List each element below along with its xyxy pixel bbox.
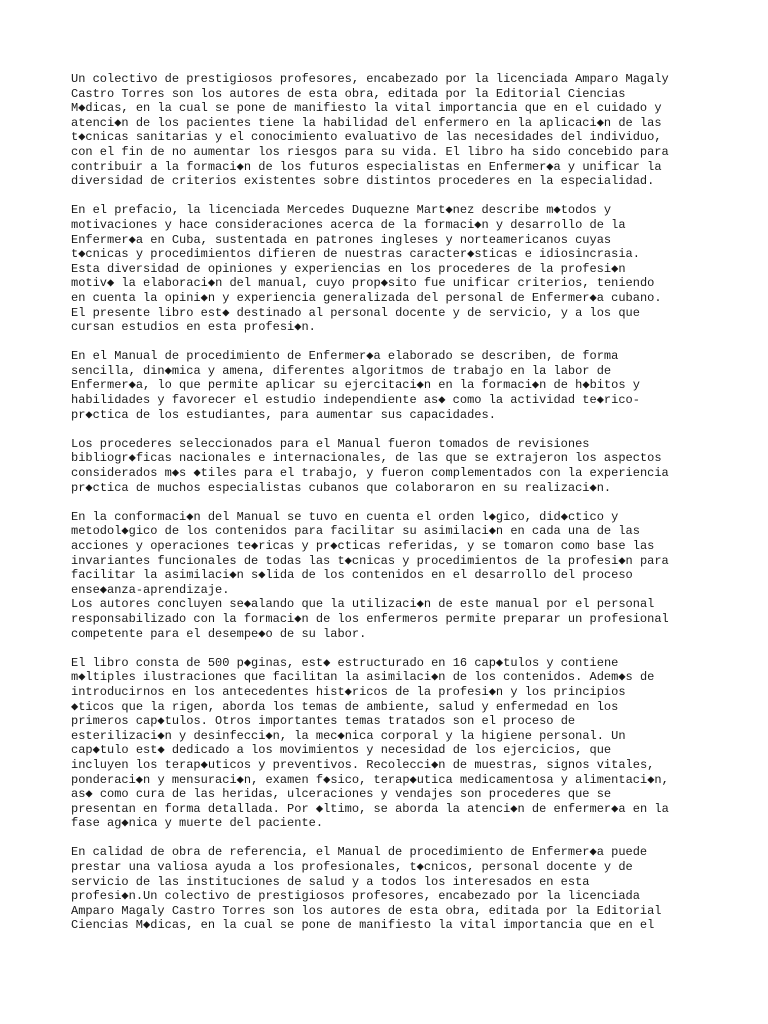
paragraph-obra-referencia: En calidad de obra de referencia, el Manual de procedimiento de Enfermer◆a puede prestar una valiosa ayuda a los profesionales, t◆cnicos, personal docente y de servicio de las instituciones de salud y a todos los interesados en esta profesi◆n.Un colectivo de prestigiosos profesores, encabezado por la licenciada Amparo Magaly Castro Torres son los autores de esta obra, editada por la Editorial Ciencias M◆dicas, en la cual se pone de manifiesto la vital importancia que en el [71,845,662,933]
document-page [71,72,711,948]
paragraph-libro-consta: El libro consta de 500 p◆ginas, est◆ estructurado en 16 cap◆tulos y contiene m◆ltiples ilustraciones que facilitan la asimilaci◆n de los contenidos. Adem◆s de introducirnos en los antecedentes hist◆ricos de la profesi◆n y los principios ◆ticos que la rigen, aborda los temas de ambiente, salud y enfermedad en los primeros cap◆tulos. Otros importantes temas tratados son el proceso de esterilizaci◆n y desinfecci◆n, la mec◆nica corporal y la higiene personal. Un cap◆tulo est◆ dedicado a los movimientos y necesidad de los ejercicios, que incluyen los terap◆uticos y preventivos. Recolecci◆n de muestras, signos vitales, ponderaci◆n y mensuraci◆n, examen f◆sico, terap◆utica medicamentosa y alimentaci◆n, as◆ como cura de las heridas, ulceraciones y vendajes son procederes que se presentan en forma detallada. Por ◆ltimo, se aborda la atenci◆n de enfermer◆a en la fase ag◆nica y muerte del paciente. [71,655,669,831]
paragraph-procederes: Los procederes seleccionados para el Manual fueron tomados de revisiones bibliogr◆ficas nacionales e internacionales, de las que se extrajeron los aspectos considerados m◆s ◆tiles para el trabajo, y fueron complementados con la experiencia pr◆ctica de muchos especialistas cubanos que colaboraron en su realizaci◆n. [71,436,669,495]
paragraph-prefacio: En el prefacio, la licenciada Mercedes Duquezne Mart◆nez describe m◆todos y motivaciones y hace consideraciones acerca de la formaci◆n y desarrollo de la Enfermer◆a en Cuba, sustentada en patrones ingleses y norteamericanos cuyas t◆cnicas y procedimientos difieren de nuestras caracter◆sticas e idiosincrasia. Esta diversidad de opiniones y experiencias en los procederes de la profesi◆n motiv◆ la elaboraci◆n del manual, cuyo prop◆sito fue unificar criterios, teniendo en cuenta la opini◆n y experiencia generalizada del personal de Enfermer◆a cubano. El presente libro est◆ destinado al personal docente y de servicio, y a los que cursan estudios en esta profesi◆n. [71,203,662,335]
paragraph-intro: Un colectivo de prestigiosos profesores, encabezado por la licenciada Amparo Magaly Castro Torres son los autores de esta obra, editada por la Editorial Ciencias M◆dicas, en la cual se pone de manifiesto la vital importancia que en el cuidado y atenci◆n de los pacientes tiene la habilidad del enfermero en la aplicaci◆n de las t◆cnicas sanitarias y el conocimiento evaluativo de las necesidades del individuo, con el fin de no aumentar los riesgos para su vida. El libro ha sido concebido para contribuir a la formaci◆n de los futuros especialistas en Enfermer◆a y unificar la diversidad de criterios existentes sobre distintos procederes en la especialidad. [71,72,669,189]
paragraph-conformacion: En la conformaci◆n del Manual se tuvo en cuenta el orden l◆gico, did◆ctico y metodol◆gico de los contenidos para facilitar su asimilaci◆n en cada una de las acciones y operaciones te◆ricas y pr◆cticas referidas, y se tomaron como base las invariantes funcionales de todas las t◆cnicas y procedimientos de la profesi◆n para facilitar la asimilaci◆n s◆lida de los contenidos en el desarrollo del proceso ense◆anza-aprendizaje. Los autores concluyen se◆alando que la utilizaci◆n de este manual por el personal responsabilizado con la formaci◆n de los enfermeros permite preparar un profesional competente para el desempe◆o de su labor. [71,509,669,641]
paragraph-manual-description: En el Manual de procedimiento de Enfermer◆a elaborado se describen, de forma sencilla, din◆mica y amena, diferentes algoritmos de trabajo en la labor de Enfermer◆a, lo que permite aplicar su ejercitaci◆n en la formaci◆n de h◆bitos y habilidades y favorecer el estudio independiente as◆ como la actividad te◆rico- pr◆ctica de los estudiantes, para aumentar sus capacidades. [71,349,640,422]
